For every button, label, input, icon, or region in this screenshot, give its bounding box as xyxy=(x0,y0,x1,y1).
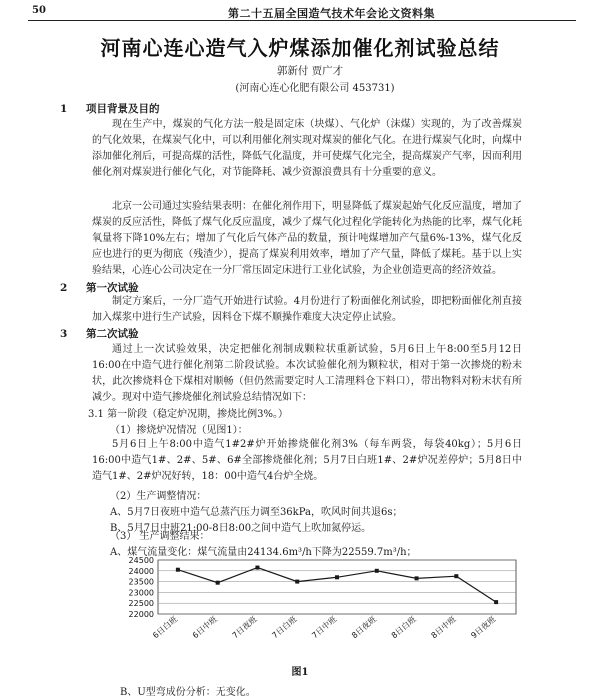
y-tick-label: 24000 xyxy=(128,566,154,576)
authors: 郭新付 贾广才 xyxy=(276,65,344,77)
y-tick-label: 22500 xyxy=(128,599,154,609)
section-number: 3 xyxy=(60,328,68,340)
y-tick-label: 23500 xyxy=(128,577,154,587)
item-2-a: A、5月7日夜班中造气总蒸汽压力调至36kPa，吹风时间共退6s； xyxy=(110,507,403,518)
section-2-heading xyxy=(60,280,139,295)
affiliation: (河南心连心化肥有限公司 453731) xyxy=(235,83,395,94)
section-2-paragraph-1: 制定方案后，一分厂造气开始进行试验。4月份进行了粉面催化剂试验，即把粉面催化剂直接加入煤浆中进行生产试验，因料仓下煤不顺操作难度大决定停止试验。 xyxy=(92,296,522,323)
item-3-b: B、U型弯成份分析：无变化。 xyxy=(120,687,256,698)
section-3-paragraph-1: 通过上一次试验效果，决定把催化剂制成颗粒状重新试验，5月6日上午8:00至5月12日16:00在中造气进行催化剂第二阶段试验。本次试验催化剂为颗粒状，相对于第一次掺烧的粉末状，此次掺烧料仓下煤相对顺畅（但仍然需要定时人工清理料仓下料口），带出物料对粉末状有所减少。现对中造气掺烧催化剂试验总结情况如下： xyxy=(92,344,522,403)
y-tick-label: 23000 xyxy=(128,588,154,598)
paper-title: 河南心连心造气入炉煤添加催化剂试验总结 xyxy=(100,36,500,60)
section-number: 1 xyxy=(60,103,68,115)
data-point xyxy=(176,568,180,572)
x-tick-label: 7日中班 xyxy=(310,614,339,641)
journal-title: 第二十五届全国造气技术年会论文资料集 xyxy=(228,7,435,20)
section-number: 2 xyxy=(60,282,68,294)
plot-frame xyxy=(158,560,516,614)
series-line xyxy=(178,568,496,603)
x-tick-label: 8日夜班 xyxy=(349,614,379,641)
section-title: 第二次试验 xyxy=(86,328,139,340)
item-2-heading: （2）生产调整情况： xyxy=(110,491,207,502)
item-1-heading: （1）掺烧炉况情况（见图1）： xyxy=(110,425,248,436)
item-1-text: 5月6日上午8:00中造气1#2#炉开始掺烧催化剂3%（每车两袋，每袋40kg）；5月6日16:00中造气1#、2#、5#、6#全部掺烧催化剂；5月7日白班1#、2#炉况差停炉；5月8日中造气1#、2#炉况好转，18：00中造气4台炉全烧。 xyxy=(92,439,522,482)
section-1-paragraph-1: 现在生产中，煤炭的气化方法一般是固定床（块煤）、气化炉（沫煤）实现的，为了改善煤炭的气化效果，在煤炭气化中，可以利用催化剂实现对煤炭的催化气化。在进行煤炭气化时，向煤中添加催化剂后，可提高煤的活性，降低气化温度，并可使煤气化完全，提高煤炭产气率，因而利用催化剂对煤炭进行催化气化，对节能降耗、减少资源浪费具有十分重要的意义。 xyxy=(92,119,522,178)
figure-caption: 图1 xyxy=(291,667,309,678)
data-point xyxy=(494,600,498,604)
x-tick-label: 8日白班 xyxy=(389,614,418,641)
section-title: 第一次试验 xyxy=(86,282,139,294)
subsection-3-1-heading: 3.1 第一阶段（稳定炉况期，掺烧比例3%。） xyxy=(88,409,288,420)
x-tick-label: 6日白班 xyxy=(151,614,180,641)
x-tick-label: 9日夜班 xyxy=(469,614,498,641)
x-tick-label: 6日中班 xyxy=(190,614,219,641)
data-point xyxy=(216,581,220,585)
data-point xyxy=(255,566,259,570)
item-2-b: B、5月7日中班21:00-8日8:00之间中造气上吹加氮停运。 xyxy=(110,523,372,534)
section-3-heading xyxy=(60,326,139,341)
y-tick-label: 22000 xyxy=(128,610,154,619)
data-point xyxy=(415,576,419,580)
data-point xyxy=(335,575,339,579)
page-header xyxy=(28,4,576,21)
item-3-heading: （3） 生产调整结果： xyxy=(110,531,210,542)
data-point xyxy=(375,569,379,573)
section-title: 项目背景及目的 xyxy=(86,103,160,115)
y-tick-label: 24500 xyxy=(128,556,154,565)
data-point xyxy=(454,574,458,578)
x-tick-label: 8日中班 xyxy=(429,614,458,641)
gas-flow-chart xyxy=(106,531,526,666)
line-chart xyxy=(106,556,526,666)
data-point xyxy=(295,580,299,584)
section-1-heading xyxy=(60,101,160,116)
section-1-paragraph-2: 北京一公司通过实验结果表明：在催化剂作用下，明显降低了煤炭起始气化反应温度，增加了煤炭的反应活性，降低了煤气化反应温度，减少了煤气化过程化学能转化为热能的比率，煤气化耗氧量将下降10%左右；增加了气化后气体产品的数量，预计吨煤增加产气量6%-13%，煤气化反应也进行的更为彻底（残渣少），提高了煤炭利用效率，增加了产气量，降低了煤耗。基于以上实验结果，心连心公司决定在一分厂常压固定床进行工业化试验，为企业创造更高的经济效益。 xyxy=(92,201,522,276)
x-tick-label: 7日白班 xyxy=(270,614,299,641)
x-tick-label: 7日夜班 xyxy=(230,614,259,641)
page-number: 50 xyxy=(32,5,46,16)
item-3-a: A、煤气流量变化：煤气流量由24134.6m³/h下降为22559.7m³/h； xyxy=(110,547,417,558)
